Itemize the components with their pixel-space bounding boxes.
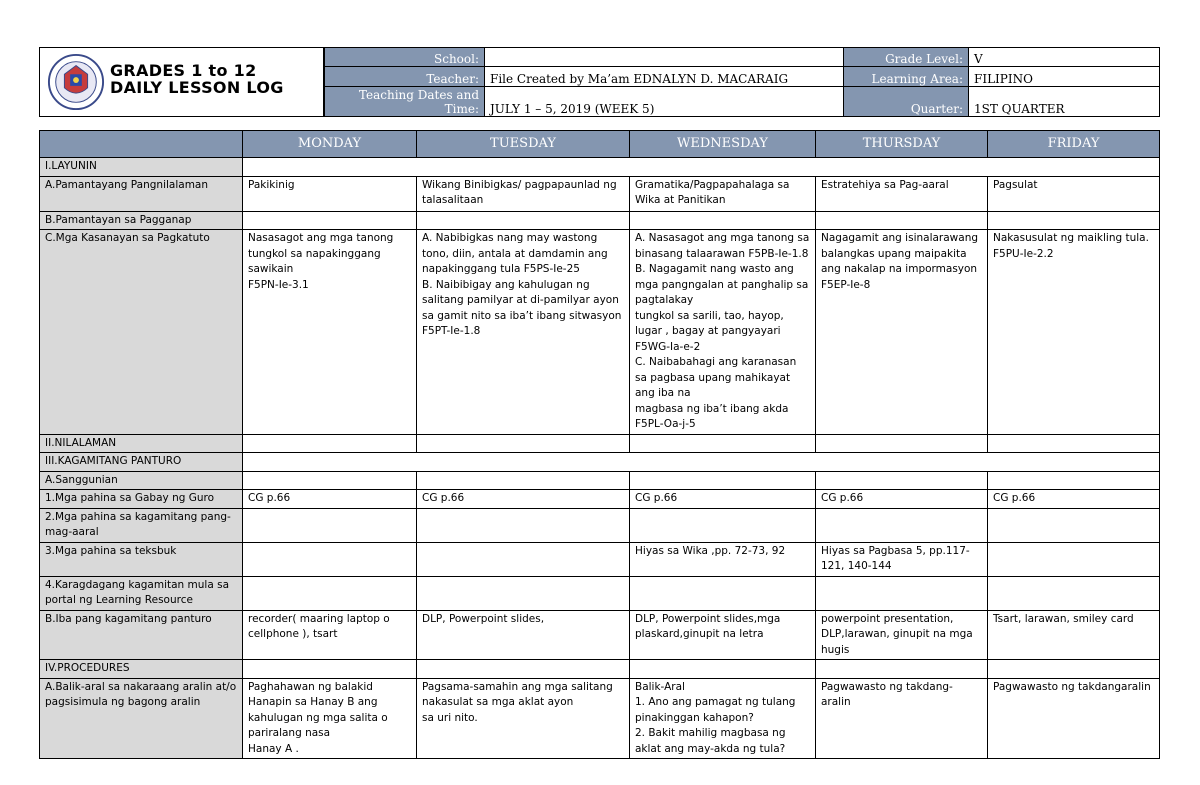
cell: CG p.66 [417,490,630,509]
cell: Pakikinig [243,176,417,211]
empty-cell [630,576,816,610]
row-label: 1.Mga pahina sa Gabay ng Guro [40,490,243,509]
empty-cell [630,434,816,453]
teaching-dates-value: JULY 1 – 5, 2019 (WEEK 5) [485,86,844,116]
empty-cell [816,211,988,230]
cell: DLP, Powerpoint slides,mga plaskard,ginupit na letra [630,610,816,660]
cell: Hiyas sa Pagbasa 5, pp.117-121, 140-144 [816,542,988,576]
cell: Pagsama-samahin ang mga salitang nakasulat sa mga aklat ayon sa uri nito. [417,678,630,759]
cell: Pagwawasto ng takdangaralin [988,678,1160,759]
day-header: FRIDAY [988,131,1160,158]
empty-cell [816,434,988,453]
table-row [40,471,1160,490]
empty-cell [417,660,630,679]
empty-cell [988,576,1160,610]
cell: Estratehiya sa Pag-aaral [816,176,988,211]
quarter-label: Quarter: [844,86,969,116]
deped-seal-icon [47,53,105,111]
cell: Nagagamit ang isinalarawang balangkas upang maipakita ang nakalap na impormasyon F5EP-Ie-8 [816,230,988,435]
table-row [40,610,1160,660]
school-value [485,48,844,67]
empty-cell [816,508,988,542]
cell: Tsart, larawan, smiley card [988,610,1160,660]
corner-cell [40,131,243,158]
title-line-2: DAILY LESSON LOG [110,78,284,97]
cell: Nakasusulat ng maikling tula. F5PU-Ie-2.2 [988,230,1160,435]
empty-cell [417,434,630,453]
cell: CG p.66 [243,490,417,509]
cell: Balik-Aral 1. Ano ang pamagat ng tulang pinakinggan kahapon? 2. Bakit mahilig magbasa ng aklat ang may-akda ng tula? [630,678,816,759]
empty-cell [243,211,417,230]
cell: CG p.66 [630,490,816,509]
cell: A. Nasasagot ang mga tanong sa binasang talaarawan F5PB-Ie-1.8 B. Nagagamit nang wasto ang mga pangngalan at panghalip sa pagtalakay tungkol sa sarili, tao, hayop, lugar , bagay at pangyayari F5WG-Ia-e-2 C. Naibabahagi ang karanasan sa pagbasa upang mahikayat ang iba na magbasa ng iba’t ibang akda F5PL-Oa-j-5 [630,230,816,435]
empty-cell [243,158,1160,177]
empty-cell [816,660,988,679]
grade-level-value: V [969,48,1160,67]
cell [417,542,630,576]
cell: Pagsulat [988,176,1160,211]
cell [988,542,1160,576]
cell: CG p.66 [988,490,1160,509]
empty-cell [988,434,1160,453]
empty-cell [243,471,417,490]
empty-cell [243,434,417,453]
title-line-1: GRADES 1 to 12 [110,61,257,80]
empty-cell [630,211,816,230]
empty-cell [988,508,1160,542]
cell: powerpoint presentation, DLP,larawan, ginupit na mga hugis [816,610,988,660]
empty-cell [816,576,988,610]
section-procedures: IV.PROCEDURES [40,660,243,679]
lesson-log-table [39,130,1160,759]
empty-cell [243,576,417,610]
learning-area-value: FILIPINO [969,67,1160,86]
empty-cell [630,660,816,679]
empty-cell [417,471,630,490]
table-row [40,434,1160,453]
header-title [110,62,284,96]
empty-cell [417,576,630,610]
day-header: TUESDAY [417,131,630,158]
cell: Wikang Binibigkas/ pagpapaunlad ng talasalitaan [417,176,630,211]
day-header: THURSDAY [816,131,988,158]
grade-level-label: Grade Level: [844,48,969,67]
table-row [40,660,1160,679]
table-row [40,490,1160,509]
quarter-value: 1ST QUARTER [969,86,1160,116]
cell: CG p.66 [816,490,988,509]
section-layunin: I.LAYUNIN [40,158,243,177]
cell [243,542,417,576]
table-row [40,230,1160,435]
empty-cell [816,471,988,490]
row-label: A.Balik-aral sa nakaraang aralin at/o pagsisimula ng bagong aralin [40,678,243,759]
table-row [40,453,1160,472]
table-row [40,678,1160,759]
empty-cell [243,508,417,542]
table-row [40,158,1160,177]
row-label: 3.Mga pahina sa teksbuk [40,542,243,576]
empty-cell [243,453,1160,472]
empty-cell [988,471,1160,490]
cell: Pagwawasto ng takdang-aralin [816,678,988,759]
empty-cell [630,508,816,542]
day-header: MONDAY [243,131,417,158]
header-meta-table [324,47,1160,117]
section-kagamitang-panturo: III.KAGAMITANG PANTURO [40,453,243,472]
empty-cell [417,211,630,230]
day-header: WEDNESDAY [630,131,816,158]
table-row [40,576,1160,610]
school-label: School: [325,48,485,67]
cell: A. Nabibigkas nang may wastong tono, diin, antala at damdamin ang napakinggang tula F5PS-Ie-25 B. Naibibigay ang kahulugan ng salitang pamilyar at di-pamilyar ayon sa gamit nito sa iba’t ibang sitwasyon F5PT-Ie-1.8 [417,230,630,435]
table-row [40,542,1160,576]
cell: recorder( maaring laptop o cellphone ), tsart [243,610,417,660]
empty-cell [243,660,417,679]
learning-area-label: Learning Area: [844,67,969,86]
row-label: A.Pamantayang Pangnilalaman [40,176,243,211]
row-label: C.Mga Kasanayan sa Pagkatuto [40,230,243,435]
empty-cell [988,211,1160,230]
row-label: 2.Mga pahina sa kagamitang pang-mag-aaral [40,508,243,542]
empty-cell [417,508,630,542]
row-label: 4.Karagdagang kagamitan mula sa portal ng Learning Resource [40,576,243,610]
empty-cell [988,660,1160,679]
cell: Hiyas sa Wika ,pp. 72-73, 92 [630,542,816,576]
teaching-dates-label: Teaching Dates and Time: [325,86,485,116]
empty-cell [630,471,816,490]
row-label: A.Sanggunian [40,471,243,490]
row-label: B.Pamantayan sa Pagganap [40,211,243,230]
header-title-box [39,47,324,117]
cell: Paghahawan ng balakid Hanapin sa Hanay B ang kahulugan ng mga salita o pariralang nasa Hanay A . [243,678,417,759]
table-row [40,508,1160,542]
table-row [40,211,1160,230]
cell: DLP, Powerpoint slides, [417,610,630,660]
section-nilalaman: II.NILALAMAN [40,434,243,453]
teacher-value: File Created by Ma’am EDNALYN D. MACARAIG [485,67,844,86]
row-label: B.Iba pang kagamitang panturo [40,610,243,660]
table-row [40,176,1160,211]
cell: Gramatika/Pagpapahalaga sa Wika at Panitikan [630,176,816,211]
teacher-label: Teacher: [325,67,485,86]
cell: Nasasagot ang mga tanong tungkol sa napakinggang sawikain F5PN-Ie-3.1 [243,230,417,435]
